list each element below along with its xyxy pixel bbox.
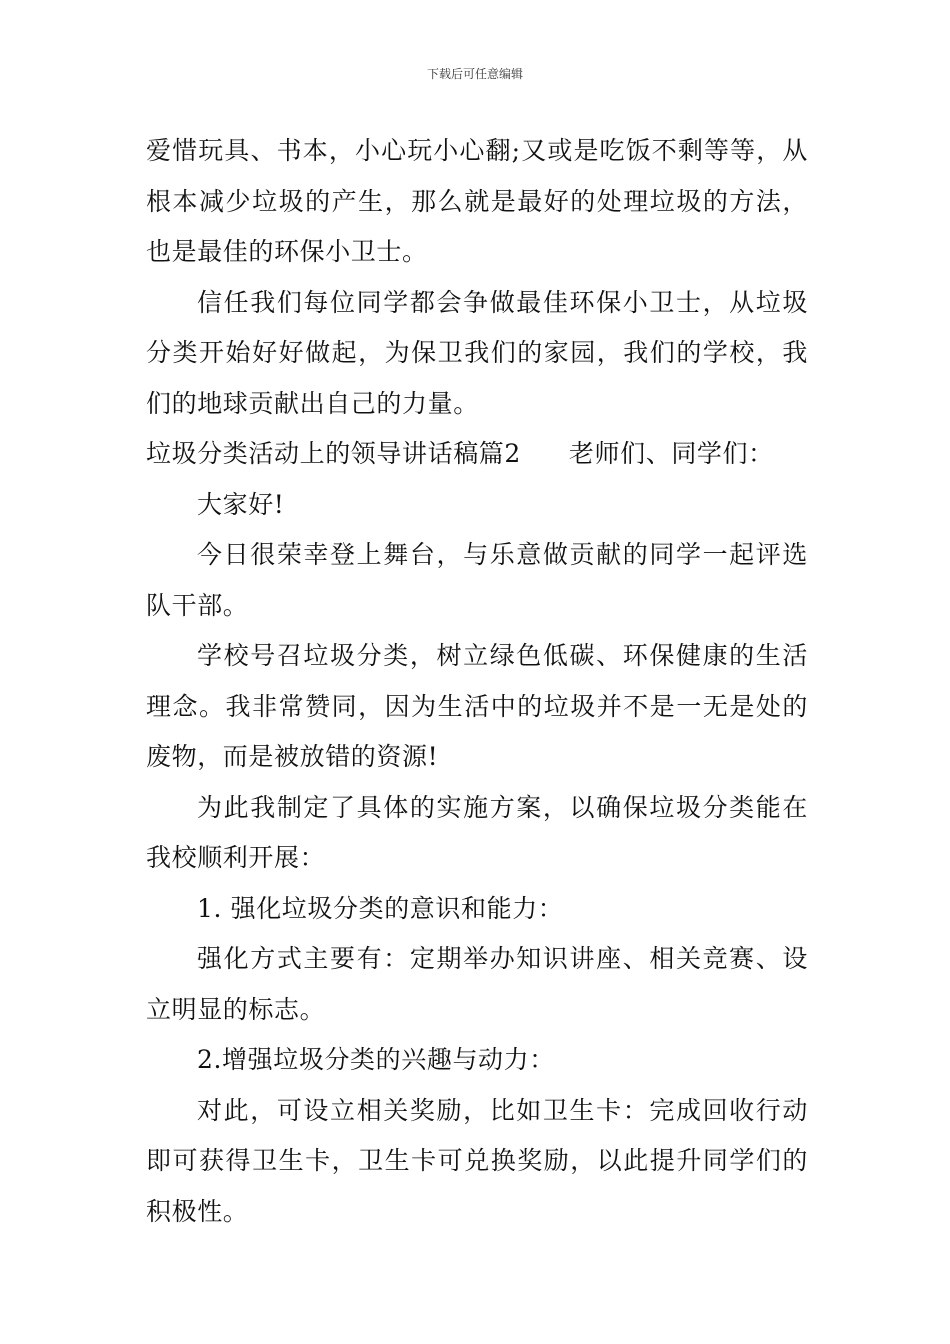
paragraph: 强化方式主要有：定期举办知识讲座、相关竞赛、设立明显的标志。	[146, 944, 808, 1024]
page-header-note: 下载后可任意编辑	[426, 67, 523, 81]
paragraph: 对此，可设立相关奖励，比如卫生卡：完成回收行动 即可获得卫生卡，卫生卡可兑换奖励，以此提升同学们的积极性。	[146, 1095, 808, 1226]
speech-title: 垃圾分类活动上的领导讲话稿篇2	[146, 439, 521, 468]
speech-title-line	[146, 429, 808, 480]
list-item: 1. 强化垃圾分类的意识和能力：	[197, 893, 564, 923]
paragraph: 学校号召垃圾分类，树立绿色低碳、环保健康的生活理念。我非常赞同，因为生活中的垃圾并不是一无是处的废物，而是被放错的资源!	[146, 641, 808, 771]
paragraph: 今日很荣幸登上舞台，与乐意做贡献的同学一起评选队干部。	[146, 540, 808, 620]
paragraph: 爱惜玩具、书本，小心玩小心翻;又或是吃饭不剩等等，从根本减少垃圾的产生，那么就是最好的处理垃圾的方法，也是最佳的环保小卫士。	[146, 136, 808, 266]
greeting: 大家好!	[197, 489, 285, 519]
paragraph: 为此我制定了具体的实施方案，以确保垃圾分类能在我校顺利开展：	[146, 792, 808, 872]
salutation: 老师们、同学们：	[568, 439, 774, 468]
paragraph: 信任我们每位同学都会争做最佳环保小卫士，从垃圾分类开始好好做起，为保卫我们的家园，我们的学校，我们的地球贡献出自己的力量。	[146, 287, 808, 418]
list-item: 2.增强垃圾分类的兴趣与动力：	[197, 1045, 555, 1074]
document-body	[146, 126, 808, 1237]
